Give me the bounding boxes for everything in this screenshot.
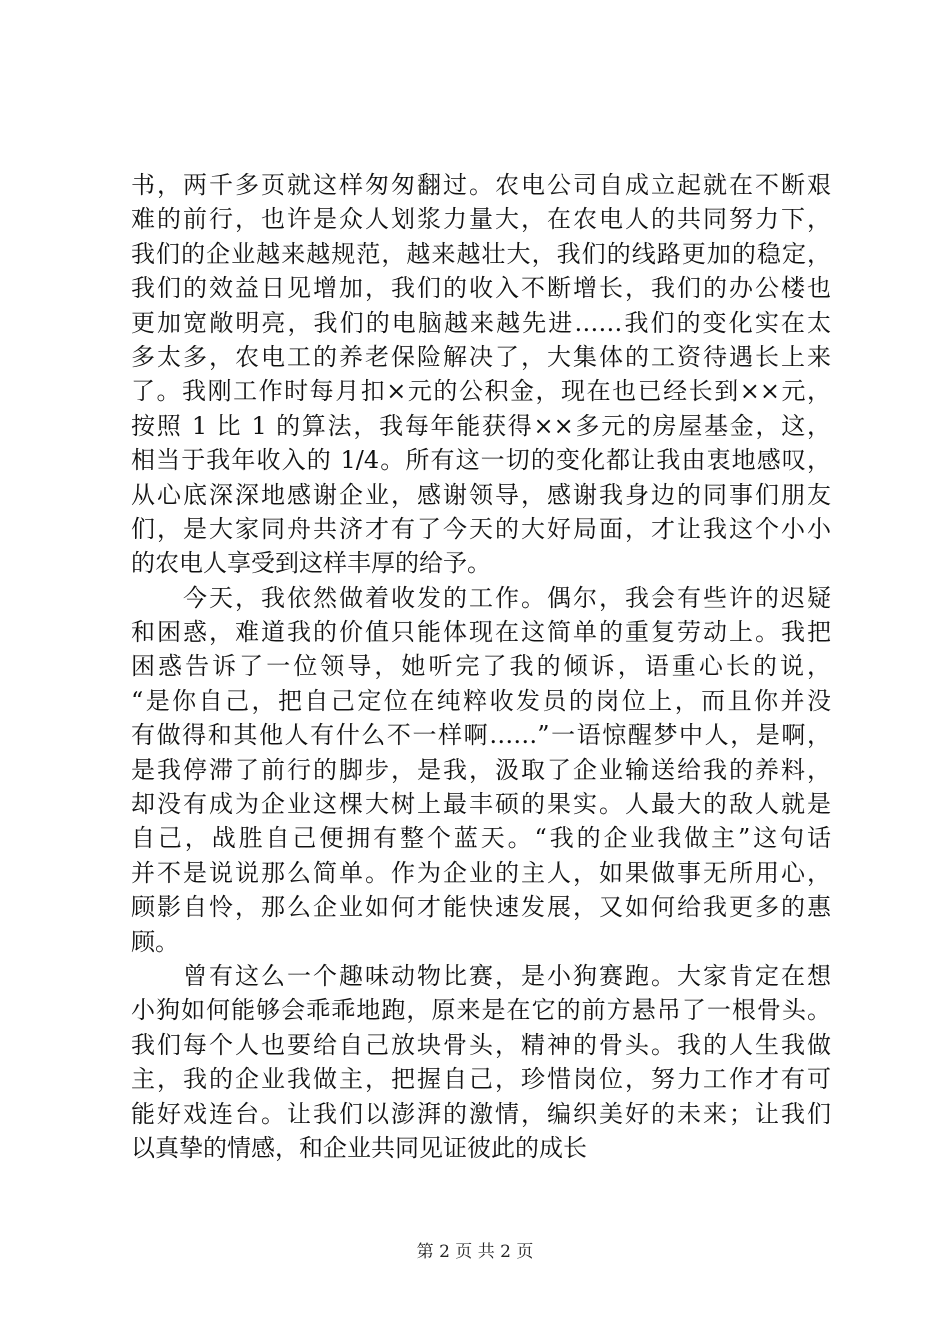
text-line: 多太多，农电工的养老保险解决了，大集体的工资待遇长上来 (131, 342, 831, 371)
text-line: 我们每个人也要给自己放块骨头，精神的骨头。我的人生我做 (131, 1030, 831, 1059)
text-line: 书，两千多页就这样匆匆翻过。农电公司自成立起就在不断艰 (131, 171, 831, 199)
text-line: 困惑告诉了一位领导，她听完了我的倾诉，语重心长的说， (131, 652, 831, 681)
text-line: 我们的效益日见增加，我们的收入不断增长，我们的办公楼也 (131, 274, 831, 303)
text-line: 却没有成为企业这棵大树上最丰硕的果实。人最大的敌人就是 (131, 790, 831, 819)
text-line: 难的前行，也许是众人划浆力量大，在农电人的共同努力下， (131, 205, 831, 234)
body-text (131, 168, 831, 1165)
text-line: 相当于我年收入的 1/4。所有这一切的变化都让我由衷地感叹， (131, 446, 831, 475)
text-line: 更加宽敞明亮，我们的电脑越来越先进……我们的变化实在太 (131, 308, 831, 337)
text-line: 自己，战胜自己便拥有整个蓝天。“我的企业我做主”这句话 (131, 824, 831, 853)
text-line: 顾影自怜，那么企业如何才能快速发展，又如何给我更多的惠 (131, 893, 831, 922)
text-line: 有做得和其他人有什么不一样啊……”一语惊醒梦中人，是啊， (131, 721, 831, 750)
text-line: 今天，我依然做着收发的工作。偶尔，我会有些许的迟疑 (131, 583, 831, 612)
text-line: 的农电人享受到这样丰厚的给予。 (131, 549, 491, 578)
text-line: 是我停滞了前行的脚步，是我，汲取了企业输送给我的养料， (131, 755, 831, 784)
text-line: 按照 1 比 1 的算法，我每年能获得××多元的房屋基金，这， (131, 411, 831, 440)
page-number-label: 第 2 页 共 2 页 (416, 1242, 534, 1262)
text-line: 小狗如何能够会乖乖地跑，原来是在它的前方悬吊了一根骨头。 (131, 996, 831, 1025)
text-line: “是你自己，把自己定位在纯粹收发员的岗位上，而且你并没 (131, 686, 831, 715)
text-line: 并不是说说那么简单。作为企业的主人，如果做事无所用心， (131, 858, 831, 887)
page-footer (0, 1240, 950, 1264)
text-line: 能好戏连台。让我们以澎湃的激情，编织美好的未来；让我们 (131, 1099, 831, 1128)
text-line: 和困惑，难道我的价值只能体现在这简单的重复劳动上。我把 (131, 618, 831, 647)
text-line: 我们的企业越来越规范，越来越壮大，我们的线路更加的稳定， (131, 239, 831, 268)
text-line: 顾。 (131, 927, 179, 956)
text-line: 从心底深深地感谢企业，感谢领导，感谢我身边的同事们朋友 (131, 480, 831, 509)
text-line: 们，是大家同舟共济才有了今天的大好局面，才让我这个小小 (131, 514, 831, 543)
text-line: 以真挚的情感，和企业共同见证彼此的成长 (131, 1133, 587, 1162)
text-line: 主，我的企业我做主，把握自己，珍惜岗位，努力工作才有可 (131, 1065, 831, 1094)
text-line: 了。我刚工作时每月扣×元的公积金，现在也已经长到××元， (131, 377, 831, 406)
text-line: 曾有这么一个趣味动物比赛，是小狗赛跑。大家肯定在想 (131, 961, 831, 990)
